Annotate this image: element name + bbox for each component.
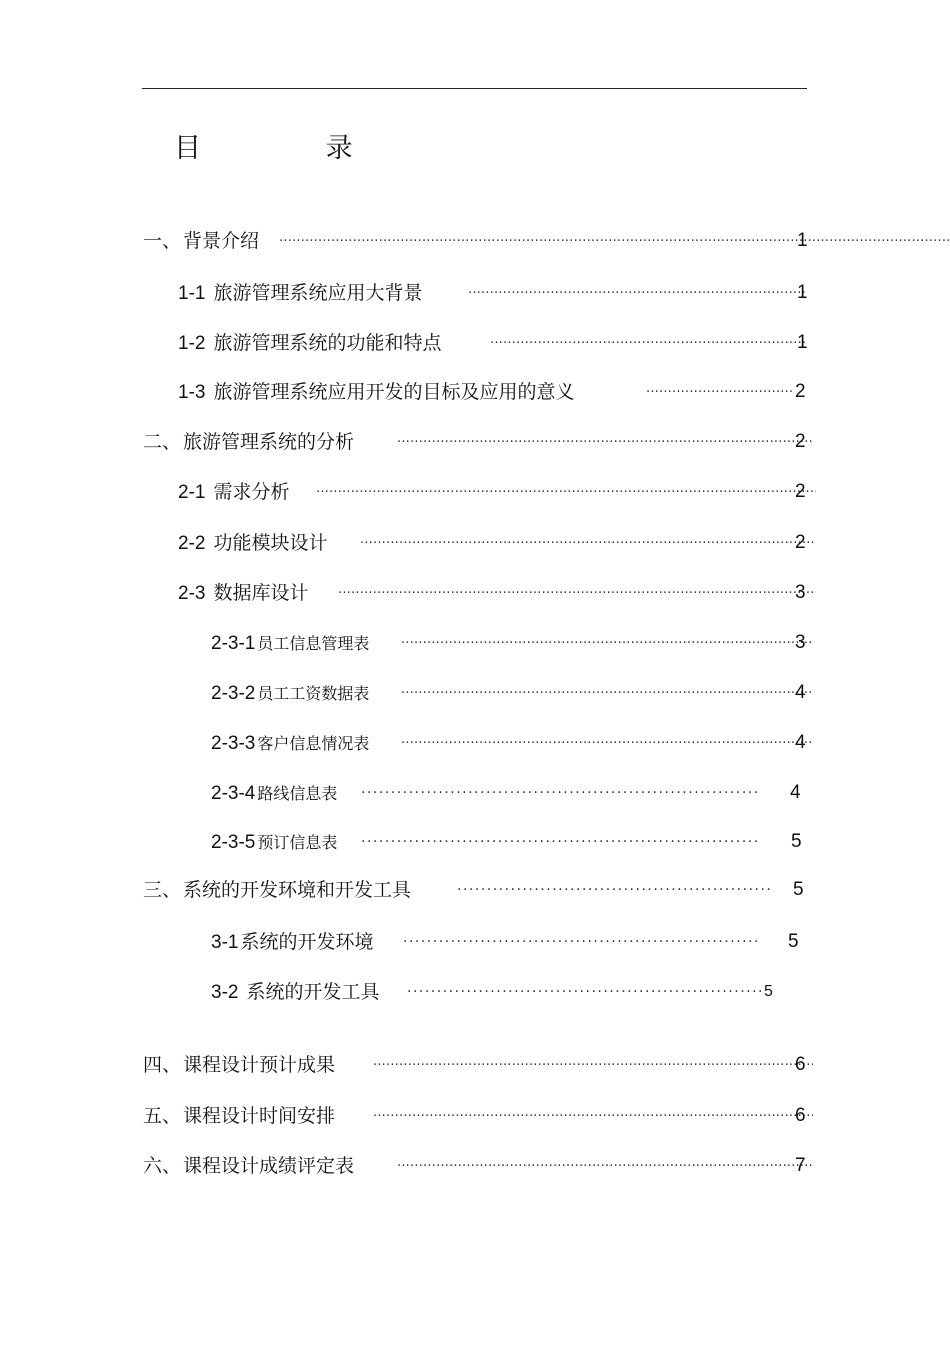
toc-entry-number: 1-3 bbox=[178, 382, 206, 403]
toc-leader bbox=[468, 290, 806, 296]
toc-leader bbox=[490, 340, 806, 346]
toc-entry-number: 2-3-1 bbox=[211, 633, 256, 654]
toc-leader bbox=[397, 439, 813, 445]
toc-entry[interactable] bbox=[143, 428, 823, 456]
toc-leader bbox=[279, 238, 950, 244]
toc-leader bbox=[338, 590, 816, 596]
toc-entry-title: 旅游管理系统应用大背景 bbox=[213, 282, 423, 304]
toc-entry[interactable] bbox=[143, 1051, 823, 1079]
toc-leader bbox=[361, 839, 757, 845]
toc-page-number: 2 bbox=[795, 431, 806, 452]
toc-leader bbox=[316, 489, 816, 495]
toc-entry-number: 3-1 bbox=[211, 932, 239, 953]
toc-leader bbox=[361, 790, 757, 796]
toc-entry-title: 系统的开发环境和开发工具 bbox=[183, 879, 412, 901]
toc-entry-number: 2-3-3 bbox=[211, 733, 256, 754]
toc-entry-title: 课程设计时间安排 bbox=[183, 1105, 336, 1127]
toc-page-number: 4 bbox=[790, 782, 801, 803]
toc-entry-title: 员工信息管理表 bbox=[257, 634, 370, 653]
toc-entry-number: 二、 bbox=[143, 432, 182, 453]
toc-entry-title: 客户信息情况表 bbox=[257, 734, 370, 753]
toc-entry-number: 3-2 bbox=[211, 982, 239, 1003]
toc-entry[interactable] bbox=[211, 629, 821, 657]
toc-leader bbox=[407, 989, 763, 995]
toc-page-number: 2 bbox=[795, 381, 806, 402]
toc-entry-title: 旅游管理系统的分析 bbox=[183, 431, 355, 453]
toc-page-number: 1 bbox=[797, 230, 808, 251]
toc-entry[interactable] bbox=[178, 378, 818, 406]
toc-entry-title: 背景介绍 bbox=[183, 230, 260, 252]
toc-leader bbox=[360, 540, 816, 546]
toc-page-number: 2 bbox=[795, 481, 806, 502]
toc-entry-title: 路线信息表 bbox=[257, 784, 338, 803]
toc-entry-number: 六、 bbox=[143, 1156, 182, 1177]
toc-entry-number: 1-2 bbox=[178, 333, 206, 354]
toc-entry-title: 旅游管理系统应用开发的目标及应用的意义 bbox=[213, 381, 575, 403]
toc-leader bbox=[403, 939, 757, 945]
toc-page-number: 1 bbox=[797, 282, 808, 303]
toc-page-number: 3 bbox=[795, 582, 806, 603]
toc-entry-title: 系统的开发环境 bbox=[240, 931, 374, 953]
toc-leader bbox=[401, 640, 811, 646]
toc-entry[interactable] bbox=[143, 227, 823, 255]
toc-leader bbox=[401, 740, 811, 746]
toc-entry-title: 数据库设计 bbox=[213, 582, 309, 604]
toc-entry-number: 2-1 bbox=[178, 482, 206, 503]
toc-entry[interactable] bbox=[178, 279, 818, 307]
toc-entry-number: 2-3-2 bbox=[211, 683, 256, 704]
toc-entry-title: 系统的开发工具 bbox=[246, 981, 380, 1003]
page-title: 目 录 bbox=[174, 133, 411, 164]
toc-entry-title: 课程设计成绩评定表 bbox=[183, 1155, 355, 1177]
toc-entry[interactable] bbox=[211, 679, 821, 707]
toc-page-number: 4 bbox=[795, 732, 806, 753]
toc-leader bbox=[646, 389, 794, 395]
toc-entry-title: 功能模块设计 bbox=[213, 532, 328, 554]
toc-entry-title: 需求分析 bbox=[213, 481, 290, 503]
toc-page-number: 3 bbox=[795, 632, 806, 653]
toc-entry-title: 员工工资数据表 bbox=[257, 684, 370, 703]
toc-entry[interactable] bbox=[178, 579, 818, 607]
toc-entry-number: 一、 bbox=[143, 231, 182, 252]
toc-page-number: 7 bbox=[795, 1155, 806, 1176]
toc-entry-number: 三、 bbox=[143, 880, 182, 901]
toc-page-number: 5 bbox=[791, 831, 802, 852]
toc-page-number: 5 bbox=[793, 879, 804, 900]
toc-entry[interactable] bbox=[178, 529, 818, 557]
header-rule bbox=[142, 88, 807, 89]
toc-entry[interactable] bbox=[178, 329, 818, 357]
toc-entry-number: 2-3 bbox=[178, 583, 206, 604]
toc-leader bbox=[397, 1163, 813, 1169]
toc-leader bbox=[373, 1062, 813, 1068]
toc-entry-title: 旅游管理系统的功能和特点 bbox=[213, 332, 442, 354]
toc-entry-number: 五、 bbox=[143, 1106, 182, 1127]
toc-page-number: 6 bbox=[795, 1105, 806, 1126]
toc-page-number: 4 bbox=[795, 682, 806, 703]
toc-entry[interactable] bbox=[143, 876, 823, 904]
toc-entry-title: 课程设计预计成果 bbox=[183, 1054, 336, 1076]
toc-entry-number: 四、 bbox=[143, 1055, 182, 1076]
toc-entry[interactable] bbox=[143, 1102, 823, 1130]
toc-entry-number: 2-2 bbox=[178, 533, 206, 554]
toc-entry[interactable] bbox=[211, 928, 821, 956]
toc-entry-number: 1-1 bbox=[178, 283, 206, 304]
toc-leader bbox=[373, 1113, 813, 1119]
toc-entry-number: 2-3-5 bbox=[211, 832, 256, 853]
toc-entry-title: 预订信息表 bbox=[257, 833, 338, 852]
toc-page-number: 1 bbox=[797, 332, 808, 353]
toc-page-number: 5 bbox=[788, 931, 799, 952]
toc-page-number: 5 bbox=[764, 983, 773, 1000]
toc-page-number: 2 bbox=[795, 532, 806, 553]
toc-entry[interactable] bbox=[211, 828, 821, 856]
toc-entry[interactable] bbox=[211, 779, 821, 807]
toc-entry[interactable] bbox=[211, 729, 821, 757]
toc-entry[interactable] bbox=[143, 1152, 823, 1180]
toc-leader bbox=[401, 690, 811, 696]
toc-entry[interactable] bbox=[178, 478, 818, 506]
toc-entry[interactable] bbox=[211, 978, 821, 1006]
toc-entry-number: 2-3-4 bbox=[211, 783, 256, 804]
toc-page-number: 6 bbox=[795, 1054, 806, 1075]
toc-leader bbox=[457, 887, 773, 893]
